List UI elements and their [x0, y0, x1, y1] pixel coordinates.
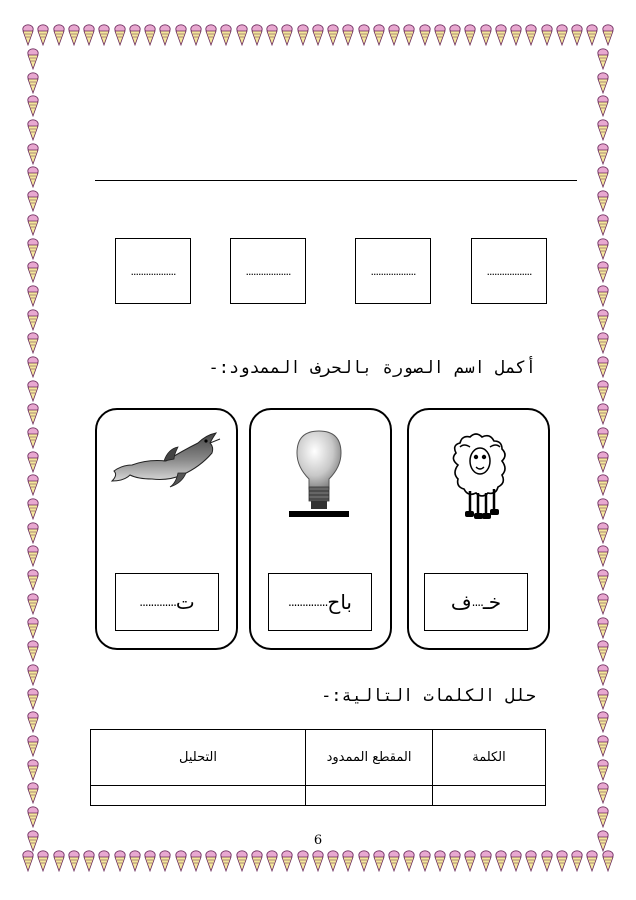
ice-cream-cone-icon — [525, 850, 537, 872]
ice-cream-cone-icon — [597, 332, 609, 354]
ice-cream-cone-icon — [597, 403, 609, 425]
analysis-table — [90, 729, 546, 806]
ice-cream-cone-icon — [597, 664, 609, 686]
ice-cream-cone-icon — [597, 593, 609, 615]
ice-cream-cone-icon — [251, 24, 263, 46]
ice-cream-cone-icon — [53, 24, 65, 46]
light-bulb-icon — [285, 425, 353, 521]
ice-cream-cone-icon — [510, 850, 522, 872]
ice-cream-cone-icon — [27, 285, 39, 307]
ice-cream-cone-icon — [480, 850, 492, 872]
ice-cream-cone-icon — [27, 569, 39, 591]
ice-cream-cone-icon — [388, 850, 400, 872]
ice-cream-cone-icon — [597, 522, 609, 544]
border-top — [22, 24, 614, 50]
ice-cream-cone-icon — [403, 850, 415, 872]
ice-cream-cone-icon — [571, 850, 583, 872]
ice-cream-cone-icon — [27, 214, 39, 236]
ice-cream-cone-icon — [464, 850, 476, 872]
ice-cream-cone-icon — [83, 24, 95, 46]
ice-cream-cone-icon — [388, 24, 400, 46]
ice-cream-cone-icon — [129, 24, 141, 46]
ice-cream-cone-icon — [597, 48, 609, 70]
ice-cream-cone-icon — [597, 498, 609, 520]
ice-cream-cone-icon — [175, 24, 187, 46]
word-box-bulb[interactable]: باح .............. — [268, 573, 372, 631]
ice-cream-cone-icon — [597, 72, 609, 94]
ice-cream-cone-icon — [419, 24, 431, 46]
ice-cream-cone-icon — [22, 850, 34, 872]
ice-cream-cone-icon — [597, 214, 609, 236]
ice-cream-cone-icon — [281, 24, 293, 46]
ice-cream-cone-icon — [190, 24, 202, 46]
ice-cream-cone-icon — [419, 850, 431, 872]
ice-cream-cone-icon — [68, 850, 80, 872]
word-box-dolphin[interactable]: ت ............. — [115, 573, 219, 631]
ice-cream-cone-icon — [281, 850, 293, 872]
ice-cream-cone-icon — [342, 24, 354, 46]
ice-cream-cone-icon — [27, 735, 39, 757]
ice-cream-cone-icon — [373, 850, 385, 872]
ice-cream-cone-icon — [480, 24, 492, 46]
ice-cream-cone-icon — [27, 522, 39, 544]
ice-cream-cone-icon — [602, 24, 614, 46]
ice-cream-cone-icon — [541, 24, 553, 46]
word-box-sheep[interactable]: خـ .... ف — [424, 573, 528, 631]
ice-cream-cone-icon — [597, 95, 609, 117]
ice-cream-cone-icon — [525, 24, 537, 46]
ice-cream-cone-icon — [236, 850, 248, 872]
ice-cream-cone-icon — [220, 850, 232, 872]
ice-cream-cone-icon — [27, 380, 39, 402]
cell-analysis[interactable] — [91, 786, 306, 806]
ice-cream-cone-icon — [312, 24, 324, 46]
ice-cream-cone-icon — [27, 617, 39, 639]
ice-cream-cone-icon — [373, 24, 385, 46]
ice-cream-cone-icon — [68, 24, 80, 46]
page-number: 6 — [313, 833, 323, 848]
dolphin-icon — [108, 425, 224, 491]
ice-cream-cone-icon — [27, 806, 39, 828]
ice-cream-cone-icon — [27, 238, 39, 260]
ice-cream-cone-icon — [358, 24, 370, 46]
table-header-row — [91, 730, 546, 786]
ice-cream-cone-icon — [597, 356, 609, 378]
ice-cream-cone-icon — [597, 474, 609, 496]
ice-cream-cone-icon — [434, 850, 446, 872]
ice-cream-cone-icon — [27, 759, 39, 781]
ice-cream-cone-icon — [175, 850, 187, 872]
ice-cream-cone-icon — [495, 24, 507, 46]
writing-line — [95, 180, 577, 181]
ice-cream-cone-icon — [297, 24, 309, 46]
ice-cream-cone-icon — [597, 427, 609, 449]
ice-cream-cone-icon — [27, 545, 39, 567]
answer-box[interactable]: .................. — [471, 238, 547, 304]
ice-cream-cone-icon — [597, 380, 609, 402]
ice-cream-cone-icon — [434, 24, 446, 46]
ice-cream-cone-icon — [597, 238, 609, 260]
ice-cream-cone-icon — [597, 166, 609, 188]
ice-cream-cone-icon — [597, 451, 609, 473]
cell-word[interactable] — [433, 786, 546, 806]
ice-cream-cone-icon — [597, 143, 609, 165]
ice-cream-cone-icon — [597, 617, 609, 639]
ice-cream-cone-icon — [27, 593, 39, 615]
ice-cream-cone-icon — [27, 95, 39, 117]
ice-cream-cone-icon — [27, 498, 39, 520]
ice-cream-cone-icon — [27, 688, 39, 710]
ice-cream-cone-icon — [597, 545, 609, 567]
ice-cream-cone-icon — [597, 190, 609, 212]
ice-cream-cone-icon — [571, 24, 583, 46]
ice-cream-cone-icon — [159, 850, 171, 872]
ice-cream-cone-icon — [114, 850, 126, 872]
answer-box[interactable]: .................. — [355, 238, 431, 304]
cell-extended-syllable[interactable] — [306, 786, 433, 806]
ice-cream-cone-icon — [114, 24, 126, 46]
ice-cream-cone-icon — [144, 24, 156, 46]
ice-cream-cone-icon — [358, 850, 370, 872]
header-analysis: التحليل — [91, 730, 306, 786]
sheep-icon — [444, 425, 516, 525]
ice-cream-cone-icon — [37, 24, 49, 46]
ice-cream-cone-icon — [27, 640, 39, 662]
ice-cream-cone-icon — [27, 72, 39, 94]
ice-cream-cone-icon — [449, 24, 461, 46]
answer-box[interactable]: .................. — [115, 238, 191, 304]
ice-cream-cone-icon — [205, 850, 217, 872]
border-left — [24, 48, 42, 852]
border-bottom — [22, 850, 614, 876]
border-right — [594, 48, 612, 852]
ice-cream-cone-icon — [27, 403, 39, 425]
ice-cream-cone-icon — [597, 782, 609, 804]
ice-cream-cone-icon — [205, 24, 217, 46]
ice-cream-cone-icon — [27, 451, 39, 473]
ice-cream-cone-icon — [597, 285, 609, 307]
ice-cream-cone-icon — [27, 48, 39, 70]
ice-cream-cone-icon — [27, 190, 39, 212]
ice-cream-cone-icon — [597, 735, 609, 757]
ice-cream-cone-icon — [266, 850, 278, 872]
ice-cream-cone-icon — [27, 261, 39, 283]
ice-cream-cone-icon — [27, 143, 39, 165]
ice-cream-cone-icon — [220, 24, 232, 46]
ice-cream-cone-icon — [251, 850, 263, 872]
ice-cream-cone-icon — [597, 640, 609, 662]
ice-cream-cone-icon — [597, 569, 609, 591]
ice-cream-cone-icon — [297, 850, 309, 872]
ice-cream-cone-icon — [27, 664, 39, 686]
ice-cream-cone-icon — [586, 24, 598, 46]
ice-cream-cone-icon — [541, 850, 553, 872]
ice-cream-cone-icon — [266, 24, 278, 46]
table-row — [91, 786, 546, 806]
ice-cream-cone-icon — [37, 850, 49, 872]
ice-cream-cone-icon — [22, 24, 34, 46]
ice-cream-cone-icon — [190, 850, 202, 872]
instruction-complete-picture-name: أكمل اسم الصورة بالحرف الممدود:- — [208, 358, 536, 378]
ice-cream-cone-icon — [83, 850, 95, 872]
ice-cream-cone-icon — [597, 711, 609, 733]
ice-cream-cone-icon — [236, 24, 248, 46]
ice-cream-cone-icon — [342, 850, 354, 872]
ice-cream-cone-icon — [449, 850, 461, 872]
ice-cream-cone-icon — [597, 309, 609, 331]
ice-cream-cone-icon — [27, 309, 39, 331]
ice-cream-cone-icon — [556, 24, 568, 46]
ice-cream-cone-icon — [27, 356, 39, 378]
ice-cream-cone-icon — [27, 711, 39, 733]
ice-cream-cone-icon — [586, 850, 598, 872]
ice-cream-cone-icon — [312, 850, 324, 872]
ice-cream-cone-icon — [327, 850, 339, 872]
ice-cream-cone-icon — [27, 332, 39, 354]
ice-cream-cone-icon — [597, 119, 609, 141]
ice-cream-cone-icon — [327, 24, 339, 46]
ice-cream-cone-icon — [27, 782, 39, 804]
ice-cream-cone-icon — [159, 24, 171, 46]
ice-cream-cone-icon — [27, 474, 39, 496]
ice-cream-cone-icon — [27, 119, 39, 141]
instruction-analyze-words: حلل الكلمات التالية:- — [321, 686, 536, 706]
ice-cream-cone-icon — [556, 850, 568, 872]
ice-cream-cone-icon — [129, 850, 141, 872]
answer-box[interactable]: .................. — [230, 238, 306, 304]
ice-cream-cone-icon — [144, 850, 156, 872]
ice-cream-cone-icon — [597, 759, 609, 781]
ice-cream-cone-icon — [27, 166, 39, 188]
ice-cream-cone-icon — [464, 24, 476, 46]
ice-cream-cone-icon — [597, 261, 609, 283]
ice-cream-cone-icon — [597, 688, 609, 710]
ice-cream-cone-icon — [597, 806, 609, 828]
header-extended-syllable: المقطع الممدود — [306, 730, 433, 786]
ice-cream-cone-icon — [403, 24, 415, 46]
ice-cream-cone-icon — [495, 850, 507, 872]
header-word: الكلمة — [433, 730, 546, 786]
ice-cream-cone-icon — [98, 850, 110, 872]
ice-cream-cone-icon — [53, 850, 65, 872]
ice-cream-cone-icon — [27, 427, 39, 449]
ice-cream-cone-icon — [602, 850, 614, 872]
ice-cream-cone-icon — [510, 24, 522, 46]
ice-cream-cone-icon — [98, 24, 110, 46]
